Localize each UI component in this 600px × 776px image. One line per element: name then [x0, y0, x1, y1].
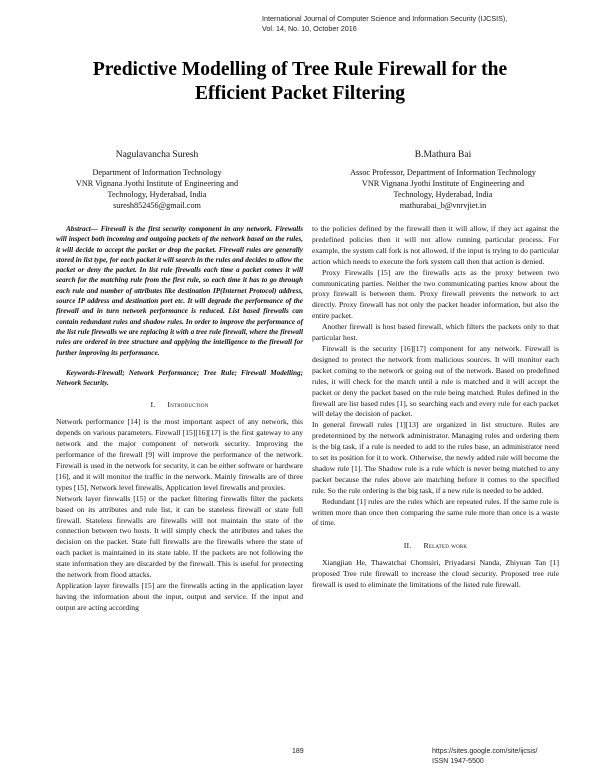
issn: ISSN 1947-5500: [432, 758, 484, 765]
body-paragraph: Network layer firewalls [15] or the packet filtering firewalls filter the packets based on its attributes and rule list, it can be stateless firewall or state full firewall. Stateless firewalls are firewalls will not maintain the state of the connection between two hosts. It will simply check the attributes and takes the decision on the packet. State full firewalls are the firewalls where the state of each packet is maintained in its state table. If the packets are not following the state information they are discarded by the firewall. This is useful for protecting the network from flood attacks.: [56, 493, 303, 580]
abstract-label: Abstract—: [66, 225, 98, 233]
section-heading-related-work: [312, 541, 559, 552]
body-paragraph: to the policies defined by the firewall then it will allow, if they act against the predefined policies then it will not allow running particular process. For example, the system call fork is not allowed, if the input is trying to do particular action which needs to execute the fork system call then that action is denied.: [312, 224, 559, 266]
author-institute: VNR Vignana Jyothi Institute of Engineering and: [361, 179, 525, 188]
author-location: Technology, Hyderabad, India: [107, 190, 207, 199]
page-number: 189: [292, 748, 304, 755]
journal-url[interactable]: https://sites.google.com/site/ijcsis/: [432, 748, 538, 755]
abstract: [56, 224, 303, 358]
title-line-1: Predictive Modelling of Tree Rule Firewall for the: [92, 59, 508, 80]
section-title: Related work: [423, 541, 468, 551]
body-paragraph: Proxy Firewalls [15] are the firewalls acts as the proxy between two communicating parties. Neither the two communicating parties know about the proxy firewall is between them. Proxy firewall prevents the network to act directly. Proxy firewall has not only the packet header information, but also the entire packet.: [312, 267, 559, 321]
author-location: Technology, Hyderabad, India: [393, 190, 493, 199]
journal-volume: Vol. 14, No. 10, October 2016: [262, 24, 357, 33]
footer-links: [432, 747, 537, 767]
author-department: Assoc Professor, Department of Information Technology: [350, 168, 536, 177]
section-number: II.: [403, 541, 412, 551]
author-department: Department of Information Technology: [92, 168, 222, 177]
body-paragraph: Application layer firewalls [15] are the firewalls acting in the application layer having the information about the input, output and service. If the input and output are acting according: [56, 580, 303, 612]
journal-header: [262, 14, 582, 34]
section-title: Introduction: [167, 400, 209, 410]
abstract-text: Firewall is the first security component in any network. Firewalls will inspect both incoming and outgoing packets of the network based on the rules, it will decide to accept the packet or drop the packet. Firewall rules are generally stored in list type, for each packet it will search in the rules and decides to allow the packet or deny the packet. In list rule firewalls each time a packet comes it will search for the matching rule from the first rule, so each time it has to go through each rule and number of attributes like destination IP(Internet Protocol) address, source IP address and destination port etc. It will degrade the performance of the firewall and in turn network performance is reduced. List based firewalls can contain redundant rules and shadow rules. In order to improve the performance of the list rule firewalls we are replacing it with a tree rule firewall, where the firewall rules are ordered in tree structure and applying the intelligence to the firewall for further improving its performance.: [56, 225, 303, 357]
body-paragraph: Redundant [1] rules are the rules which are repeated rules. If the same rule is written more than once then comparing the same rule more than once is a waste of time.: [312, 496, 559, 528]
author-block-2: [318, 150, 568, 211]
right-column: [312, 224, 559, 591]
section-number: I.: [150, 400, 156, 410]
section-heading-introduction: [56, 400, 303, 411]
body-paragraph: Xiangjian He, Thawatchai Chomsiri, Priyadarsi Nanda, Zhiyuan Tan [1] proposed Tree rule firewall to increase the cloud security. Proposed tree rule firewall is used to eliminate the limitations of the listed rule firewall.: [312, 558, 559, 590]
left-column: [56, 224, 303, 614]
keywords: Keywords-Firewall; Network Performance; Tree Rule; Firewall Modelling; Network Security.: [56, 368, 303, 388]
author-institute: VNR Vignana Jyothi Institute of Engineering and: [75, 179, 239, 188]
author-email: suresh852456@gmail.com: [113, 201, 201, 210]
author-block-1: [32, 150, 282, 211]
author-name: Nagulavancha Suresh: [115, 150, 199, 160]
journal-name: International Journal of Computer Science and Information Security (IJCSIS),: [262, 14, 508, 23]
body-paragraph: Firewall is the security [16][17] component for any network. Firewall is designed to protect the network from malicious sources. It will monitor each packet coming to the network or going out of the network. Based on predefined rules, it will check for the match until a rule is matched and it will accept the packet or deny the packet based on the rule being matched. Rules defined in the firewall are list based rules [1], so searching each and every rule for each packet will delay the decision of packet.: [312, 343, 559, 419]
paper-title: [40, 58, 560, 106]
body-paragraph: Another firewall is host based firewall, which filters the packets only to that particular host.: [312, 322, 559, 343]
title-line-2: Efficient Packet Filtering: [194, 83, 406, 104]
author-email: mathurabai_b@vnrvjiet.in: [399, 201, 487, 210]
body-paragraph: Network performance [14] is the most important aspect of any network, this depends on various parameters. Firewall [15][16][17] is the first gateway to any network and the major component of network security. Improving the performance of the firewall [9] will improve the performance of the network. Firewall is used in the network for security, it can be either software or hardware [16], and it will monitor the traffic in the network. Mainly firewalls are of three types [15], Network level firewalls, Application level firewalls and proxies.: [56, 417, 303, 492]
author-name: B.Mathura Bai: [414, 150, 472, 160]
body-paragraph: In general firewall rules [1][13] are organized in list structure. Rules are predetermined by the network administrator. Managing rules and ordering them is the big task, if a rule is needed to add to the rules base, an administrator need to set its position for it to work. Otherwise, the newly added rule will become the shadow rule [1]. The Shadow rule is a rule which is never being matched to any packet because the rules above are matching before it comes to the specified rule. So the rule ordering is the big task, if a new rule is needed to be added.: [312, 420, 559, 495]
